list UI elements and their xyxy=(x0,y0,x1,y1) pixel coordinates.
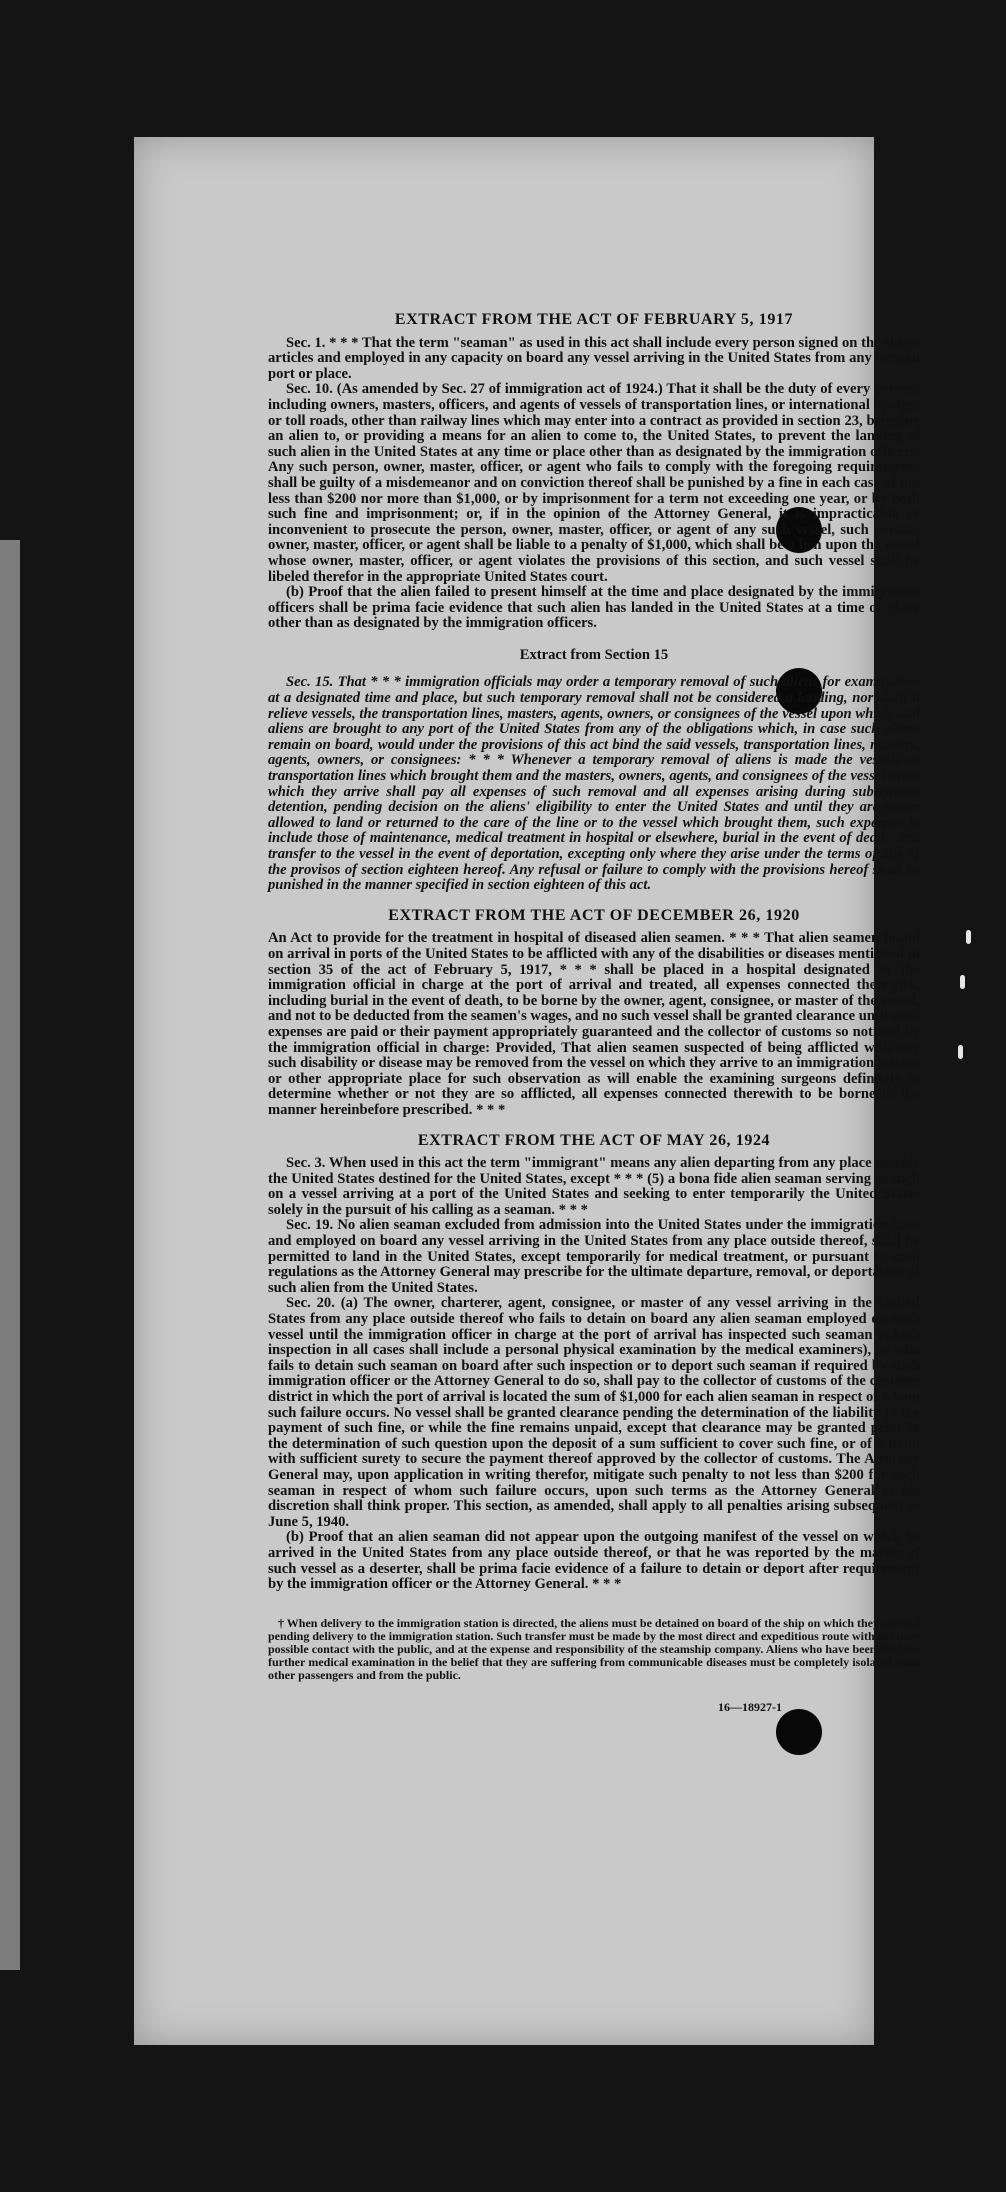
document-text-layer xyxy=(134,137,921,2045)
footnote: † When delivery to the immigration station is directed, the aliens must be detained on board of the ship on which they arrived pending delivery to the immigration station. Such transfer must be made by the most direct and expeditious route with the least possible contact with the public, and at the expense and responsibility of the steamship company. Aliens who have been held for further medical examination in the belief that they are suffering from communicable diseases must be completely isolated from other passengers and from the public. xyxy=(268,1615,920,1682)
paragraph-sec-15: Sec. 15. That * * * immigration officials may order a temporary removal of such aliens for examination at a designated time and place, but such temporary removal shall not be considered a landing, nor shall it relieve vessels, the transportation lines, masters, agents, owners, or consignees of the vessel upon which said aliens are brought to any port of the United States from any of the obligations which, in case such aliens remain on board, would under the provisions of this act bind the said vessels, transportation lines, masters, agents, owners, or consignees: * * * Whenever a temporary removal of aliens is made the vessels or transportation lines which brought them and the masters, owners, agents, and consignees of the vessel upon which they arrive shall pay all expenses of such removal and all expenses arising during subsequent detention, pending decision on the aliens' eligibility to enter the United States and until they are either allowed to land or returned to the care of the line or to the vessel which brought them, such expenses to include those of maintenance, medical treatment in hospital or elsewhere, burial in the event of death, and transfer to the vessel in the event of deportation, excepting only where they arise under the terms of any of the provisos of section eighteen hereof. Any refusal or failure to comply with the provisions hereof shall be punished in the manner specified in section eighteen of this act. xyxy=(268,674,920,894)
paragraph-sec-20-a: Sec. 20. (a) The owner, charterer, agent, consignee, or master of any vessel arriving in the United States from any place outside thereof who fails to detain on board any alien seaman employed on such vessel until the immigration officer in charge at the port of arrival has inspected such seaman (which inspection in all cases shall include a personal physical examination by the medical examiners), or who fails to detain such seaman on board after such inspection or to deport such seaman if required by such immigration officer or the Attorney General to do so, shall pay to the collector of customs of the customs district in which the port of arrival is located the sum of $1,000 for each alien seaman in respect of whom such failure occurs. No vessel shall be granted clearance pending the determination of the liability to the payment of such fine, or while the fine remains unpaid, except that clearance may be granted prior to the determination of such question upon the deposit of a sum sufficient to cover such fine, or of a bond with sufficient surety to secure the payment thereof approved by the collector of customs. The Attorney General may, upon application in writing therefor, mitigate such penalty to not less than $200 for each seaman in respect of whom such failure occurs, upon such terms as the Attorney General in his discretion shall think proper. This section, as amended, shall apply to all penalties arising subsequent to June 5, 1940. xyxy=(268,1295,920,1530)
heading-act-1924: EXTRACT FROM THE ACT OF MAY 26, 1924 xyxy=(417,1131,771,1149)
paragraph-sec-1: Sec. 1. * * * That the term "seaman" as used in this act shall include every person signed on the ship's articles and employed in any capacity on board any vessel arriving in the United States from any foreign port or place. xyxy=(268,334,920,382)
paragraph-act-1920: An Act to provide for the treatment in hospital of diseased alien seamen. * * * That alien seamen found on arrival in ports of the United States to be afflicted with any of the disabilities or diseases mentioned in section 35 of the act of February 5, 1917, * * * shall be placed in a hospital designated by the immigration official in charge at the port of arrival and treated, all expenses connected therewith, including burial in the event of death, to be borne by the owner, agent, consignee, or master of the vessel, and not to be deducted from the seamen's wages, and no such vessel shall be granted clearance until such expenses are paid or their payment appropriately guaranteed and the collector of customs so notified by the immigration official in charge: Provided, That alien seamen suspected of being afflicted with any such disability or disease may be removed from the vessel on which they arrive to an immigration station or other appropriate place for such observation as will enable the examining surgeons definitely to determine whether or not they are so afflicted, all expenses connected therewith to be borne in the manner hereinbefore prescribed. * * * xyxy=(268,930,921,1118)
paragraph-sec-20-b: (b) Proof that an alien seaman did not appear upon the outgoing manifest of the vessel on which he arrived in the United States from any place outside thereof, or that he was reported by the master of such vessel as a deserter, shall be prima facie evidence of a failure to detain or deport after requirement by the immigration officer or the Attorney General. * * * xyxy=(268,1529,920,1593)
heading-act-1920: EXTRACT FROM THE ACT OF DECEMBER 26, 1920 xyxy=(388,906,800,924)
film-speck xyxy=(966,930,971,944)
paragraph-sec-19: Sec. 19. No alien seaman excluded from admission into the United States under the immigration laws and employed on board any vessel arriving in the United States from any place outside thereof, shall be permitted to land in the United States, except temporarily for medical treatment, or pursuant to such regulations as the Attorney General may prescribe for the ultimate departure, removal, or deportation of such alien from the United States. xyxy=(268,1217,920,1296)
heading-section-15: Extract from Section 15 xyxy=(519,646,669,663)
film-speck xyxy=(958,1045,963,1059)
paragraph-sec-10-b: (b) Proof that the alien failed to present himself at the time and place designated by the immigration officers shall be prima facie evidence that such alien has landed in the United States at a time or place other than as designated by the immigration officers. xyxy=(268,584,920,632)
form-number: 16—18927-1 xyxy=(718,1699,782,1714)
heading-act-1917: EXTRACT FROM THE ACT OF FEBRUARY 5, 1917 xyxy=(394,311,794,328)
film-speck xyxy=(960,975,965,989)
paragraph-sec-3: Sec. 3. When used in this act the term "immigrant" means any alien departing from any place outside the United States destined for the United States, except * * * (5) a bona fide alien seaman serving as such on a vessel arriving at a port of the United States and seeking to enter temporarily the United States solely in the pursuit of his calling as a seaman. * * * xyxy=(268,1155,920,1218)
document-content xyxy=(268,312,920,1715)
scanner-edge-strip xyxy=(0,540,20,1970)
paragraph-sec-10: Sec. 10. (As amended by Sec. 27 of immigration act of 1924.) That it shall be the duty of every person, including owners, masters, officers, and agents of vessels of transportation lines, or international bridges or toll roads, other than railway lines which may enter into a contract as provided in section 23, bringing an alien to, or providing a means for an alien to come to, the United States, to prevent the landing of such alien in the United States at any time or place other than as designated by the immigration officers. Any such person, owner, master, officer, or agent who fails to comply with the foregoing requirements shall be guilty of a misdemeanor and on conviction thereof shall be punished by a fine in each case of not less than $200 nor more than $1,000, or by imprisonment for a term not exceeding one year, or by both such fine and imprisonment; or, if in the opinion of the Attorney General, it is impracticable or inconvenient to prosecute the person, owner, master, officer, or agent of any such vessel, such person, owner, master, officer, or agent shall be liable to a penalty of $1,000, which shall be a lien upon the vessel whose owner, master, officer, or agent violates the provisions of this section, and such vessel shall be libeled therefor in the appropriate United States court. xyxy=(268,381,920,585)
